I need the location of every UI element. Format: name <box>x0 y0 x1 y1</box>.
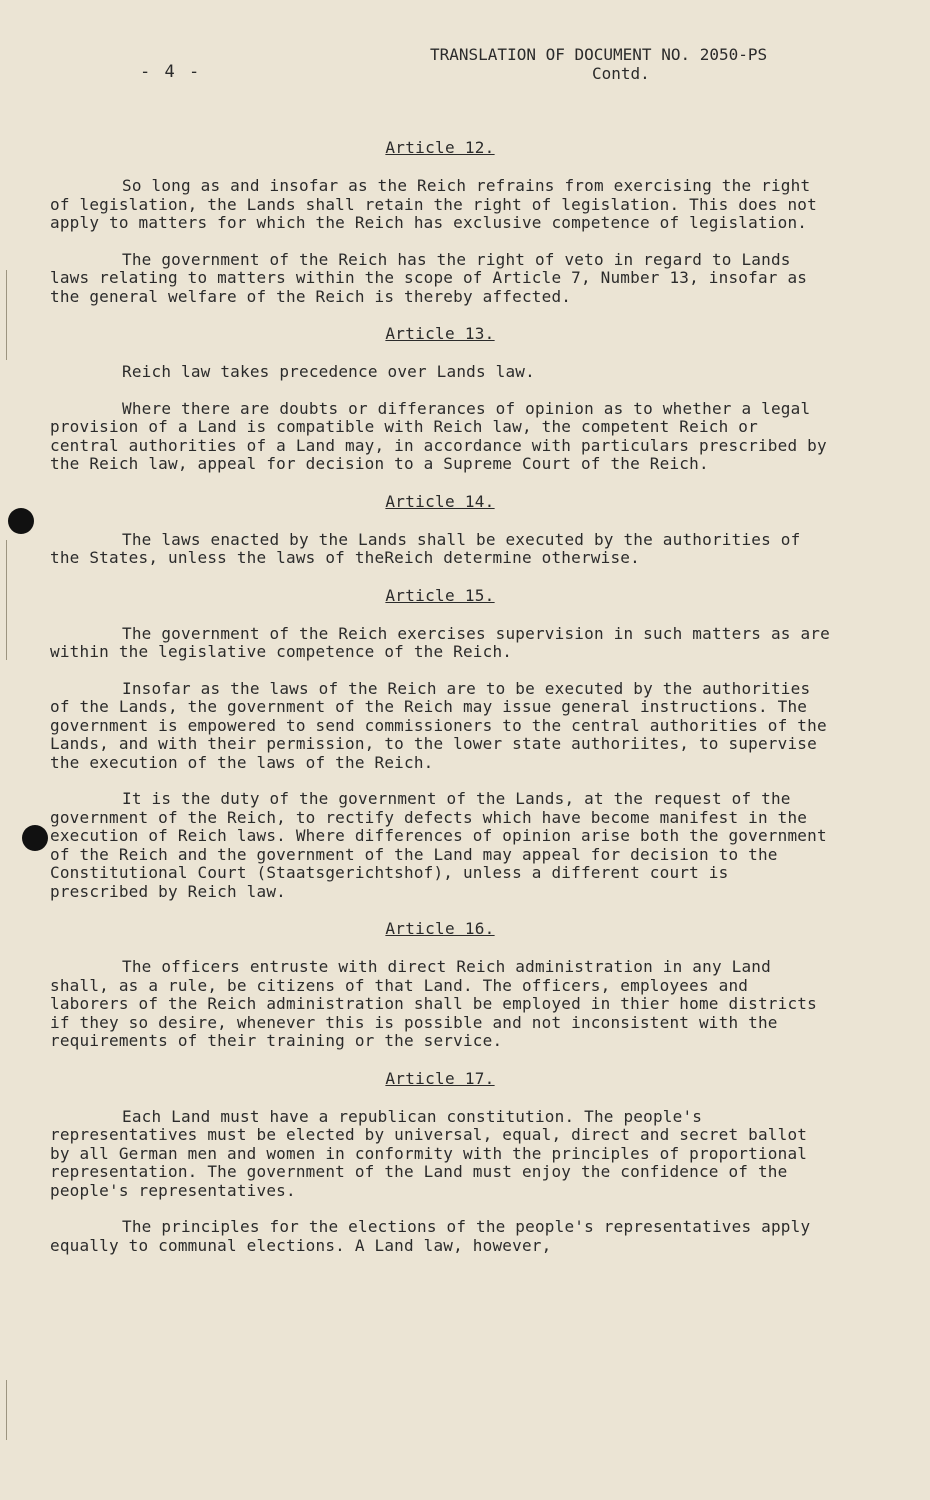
article-paragraph: The principles for the elections of the people's representatives apply equally to communal elections. A Land law, however, <box>50 1217 811 1255</box>
article-paragraph: Insofar as the laws of the Reich are to be executed by the authorities of the Lands, the government of the Reich may issue general instructions. The government is empowered to send commissioners to the central authorities of the Lands, and with their permission, to the lower state authoriites, to supervise the execution of the laws of the Reich. <box>50 678 827 772</box>
article-heading: Article 14. <box>385 491 495 511</box>
page-edge-mark <box>6 540 7 660</box>
article-paragraph: Reich law takes precedence over Lands law. <box>122 362 535 381</box>
article-16 <box>50 919 830 1051</box>
document-header <box>430 45 850 83</box>
continued-label: Contd. <box>592 64 650 83</box>
punch-hole-icon <box>22 825 48 851</box>
page-number: - 4 - <box>140 62 202 82</box>
article-paragraph: Where there are doubts or differances of opinion as to whether a legal provision of a Land is compatible with Reich law, the competent Reich or central authorities of a Land may, in accordance with particulars prescribed by the Reich law, appeal for decision to a Supreme Court of the Reich. <box>50 398 827 473</box>
article-paragraph: It is the duty of the government of the Lands, at the request of the government of the Reich, to rectify defects which have become manifest in the execution of Reich laws. Where differences of opinion arise both the government of the Reich and the government of the Land may appeal for decision to the Constitutional Court (Staatsgerichtshof), unless a different court is prescribed by Reich law. <box>50 789 827 901</box>
article-heading: Article 17. <box>385 1068 495 1088</box>
article-12 <box>50 138 830 306</box>
article-paragraph: Each Land must have a republican constitution. The people's representatives must be elected by universal, equal, direct and secret ballot by all German men and women in conformity with the principles of proportional representation. The government of the Land must enjoy the confidence of the people's representatives. <box>50 1106 808 1200</box>
page-edge-mark <box>6 270 7 360</box>
article-paragraph: The laws enacted by the Lands shall be executed by the authorities of the States, unless the laws of theReich determine otherwise. <box>50 529 801 567</box>
article-heading: Article 16. <box>385 919 495 938</box>
article-paragraph: So long as and insofar as the Reich refrains from exercising the right of legislation, the Lands shall retain the right of legislation. This does not apply to matters for which the Reich has exclusive competence of legislation. <box>50 176 817 232</box>
article-heading: Article 13. <box>385 324 495 343</box>
article-13 <box>50 324 830 474</box>
article-heading: Article 15. <box>385 585 495 605</box>
article-paragraph: The government of the Reich exercises supervision in such matters as are within the legislative competence of the Reich. <box>50 623 830 661</box>
article-14 <box>50 492 830 568</box>
document-body <box>50 138 830 1273</box>
article-15 <box>50 586 830 902</box>
article-heading: Article 12. <box>385 138 495 157</box>
article-paragraph: The government of the Reich has the right of veto in regard to Lands laws relating to matters within the scope of Article 7, Number 13, insofar as the general welfare of the Reich is thereby affected. <box>50 249 808 306</box>
page-edge-mark <box>6 1380 7 1440</box>
document-title: TRANSLATION OF DOCUMENT NO. 2050-PS <box>430 45 768 64</box>
punch-hole-icon <box>8 508 34 534</box>
article-paragraph: The officers entruste with direct Reich administration in any Land shall, as a rule, be citizens of that Land. The officers, employees and laborers of the Reich administration shall be employed in thier home districts if they so desire, whenever this is possible and not inconsistent with the requirements of their training or the service. <box>50 957 817 1050</box>
article-17 <box>50 1069 830 1256</box>
